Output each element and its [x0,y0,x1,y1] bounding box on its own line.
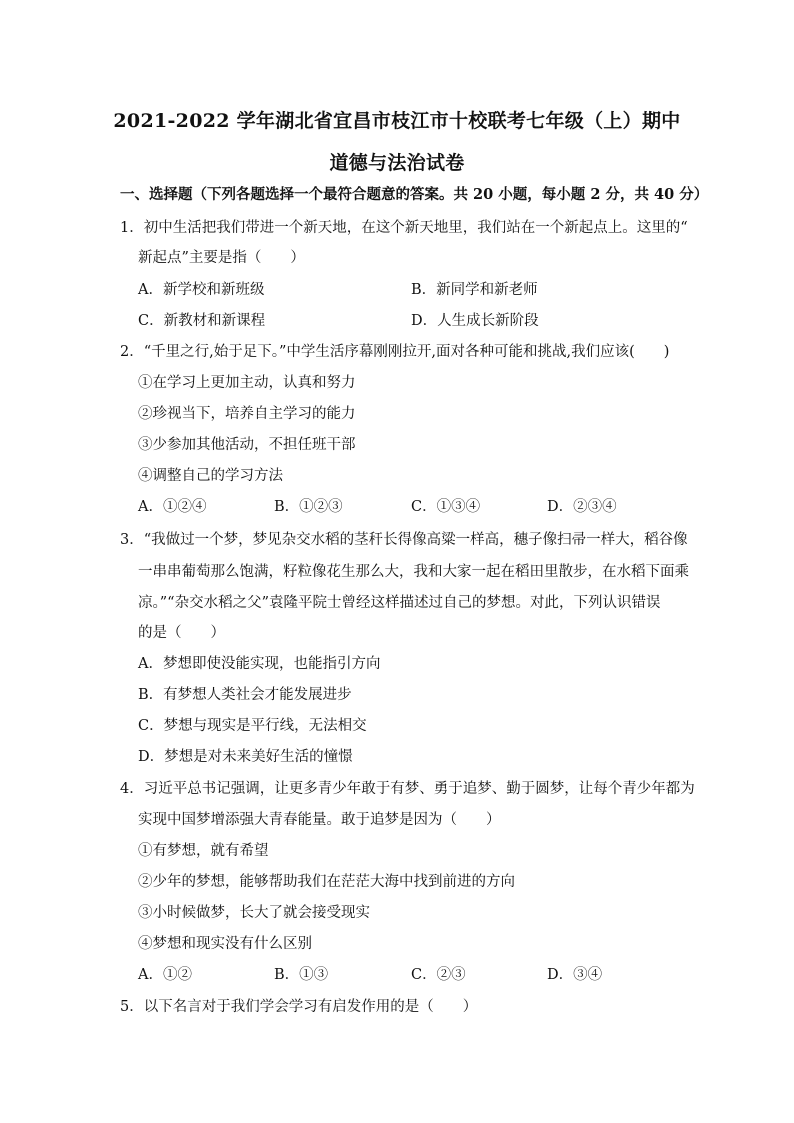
question-4-option-c: C．②③ [411,967,466,983]
question-4-statement-2: ②少年的梦想，能够帮助我们在茫茫大海中找到前进的方向 [138,874,515,890]
exam-title-line2: 道德与法治试卷 [329,152,465,174]
question-3-stem-line2: 一串串葡萄那么饱满，籽粒像花生那么大，我和大家一起在稻田里散步，在水稻下面乘 [138,564,689,580]
question-4-statement-3: ③小时候做梦，长大了就会接受现实 [138,905,370,921]
question-1-option-b: B．新同学和新老师 [411,282,538,298]
question-1-option-d: D．人生成长新阶段 [411,313,539,329]
question-3-option-b: B．有梦想人类社会才能发展进步 [138,687,352,703]
section-heading: 一、选择题（下列各题选择一个最符合题意的答案。共 20 小题，每小题 2 分，共 40 分） [120,186,709,203]
question-5-stem: 5．以下名言对于我们学会学习有启发作用的是（ ） [120,999,478,1015]
question-1-option-a: A．新学校和新班级 [138,282,265,298]
question-3-stem-line3: 凉。”“杂交水稻之父”袁隆平院士曾经这样描述过自己的梦想。对此，下列认识错误 [138,595,661,611]
question-4-stem-line1: 4．习近平总书记强调，让更多青少年敢于有梦、勇于追梦、勤于圆梦，让每个青少年都为 [120,781,695,797]
question-4-option-b: B．①③ [274,967,329,983]
question-2-option-b: B．①②③ [274,499,343,515]
exam-title-line1: 2021-2022 学年湖北省宜昌市枝江市十校联考七年级（上）期中 [113,110,681,132]
question-4-option-d: D．③④ [547,967,603,983]
question-2-option-a: A．①②④ [138,499,207,515]
question-2-stem: 2．“千里之行,始于足下。”中学生活序幕刚刚拉开,面对各种可能和挑战,我们应该( ) [120,344,670,360]
question-2-option-c: C．①③④ [411,499,481,515]
question-1-stem-line1: 1．初中生活把我们带进一个新天地，在这个新天地里，我们站在一个新起点上。这里的“ [120,220,688,236]
question-4-option-a: A．①② [138,967,192,983]
question-3-option-d: D．梦想是对未来美好生活的憧憬 [138,749,353,765]
question-2-statement-4: ④调整自己的学习方法 [138,468,283,484]
question-4-statement-1: ①有梦想，就有希望 [138,843,269,859]
question-3-stem-line1: 3．“我做过一个梦，梦见杂交水稻的茎秆长得像高粱一样高，穗子像扫帚一样大，稻谷像 [120,532,688,548]
question-2-statement-3: ③少参加其他活动，不担任班干部 [138,437,356,453]
question-2-statement-2: ②珍视当下，培养自主学习的能力 [138,406,356,422]
question-3-option-a: A．梦想即使没能实现，也能指引方向 [138,656,381,672]
question-1-option-c: C．新教材和新课程 [138,313,266,329]
question-3-option-c: C．梦想与现实是平行线，无法相交 [138,718,367,734]
question-3-stem-line4: 的是（ ） [138,625,225,641]
question-4-stem-line2: 实现中国梦增添强大青春能量。敢于追梦是因为（ ） [138,812,501,828]
question-4-statement-4: ④梦想和现实没有什么区别 [138,936,312,952]
question-2-option-d: D．②③④ [547,499,617,515]
question-2-statement-1: ①在学习上更加主动，认真和努力 [138,375,356,391]
question-1-stem-line2: 新起点”主要是指（ ） [138,250,305,266]
